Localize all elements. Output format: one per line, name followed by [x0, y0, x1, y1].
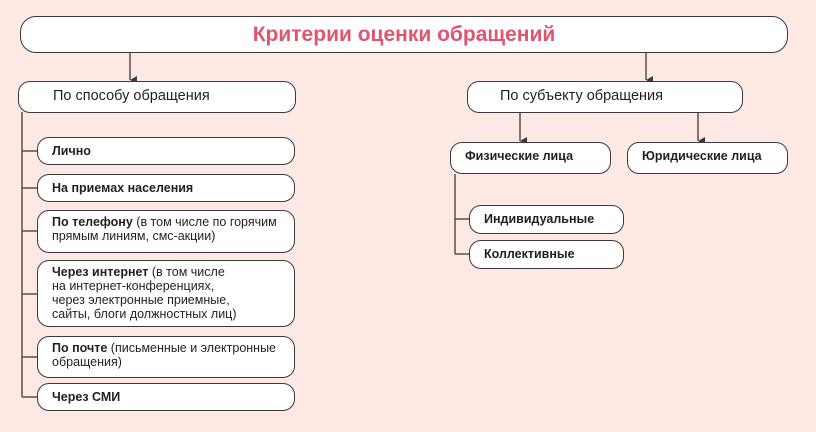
method-note: сайты, блоги должностных лиц)	[52, 307, 237, 321]
subject-heading-box: По субъекту обращения	[467, 81, 743, 113]
physical-persons-box: Физические лица	[450, 142, 611, 174]
method-label: На приемах населения	[52, 181, 194, 195]
method-label: По почте	[52, 341, 108, 355]
method-label: По телефону	[52, 215, 133, 229]
diagram-title: Критерии оценки обращений	[20, 16, 788, 53]
collective-box: Коллективные	[469, 240, 624, 269]
legal-entities-box: Юридические лица	[627, 142, 788, 174]
method-media	[37, 383, 295, 411]
method-mail	[37, 336, 295, 378]
method-note: (письменные и электронные	[107, 341, 277, 355]
method-note: на интернет-конференциях,	[52, 279, 215, 293]
method-heading-box: По способу обращения	[18, 81, 296, 113]
method-note: обращения)	[52, 355, 122, 369]
method-internet	[37, 260, 295, 327]
method-note: через электронные приемные,	[52, 293, 230, 307]
method-note: прямым линиям, смс-акции)	[52, 229, 216, 243]
method-phone	[37, 210, 295, 253]
method-label: Через СМИ	[52, 390, 121, 404]
method-label: Лично	[52, 144, 91, 158]
method-label: Через интернет	[52, 265, 149, 279]
method-reception	[37, 174, 295, 202]
method-note: (в том числе	[148, 265, 225, 279]
individual-box: Индивидуальные	[469, 205, 624, 234]
method-note: (в том числе по горячим	[132, 215, 277, 229]
method-in-person	[37, 137, 295, 165]
